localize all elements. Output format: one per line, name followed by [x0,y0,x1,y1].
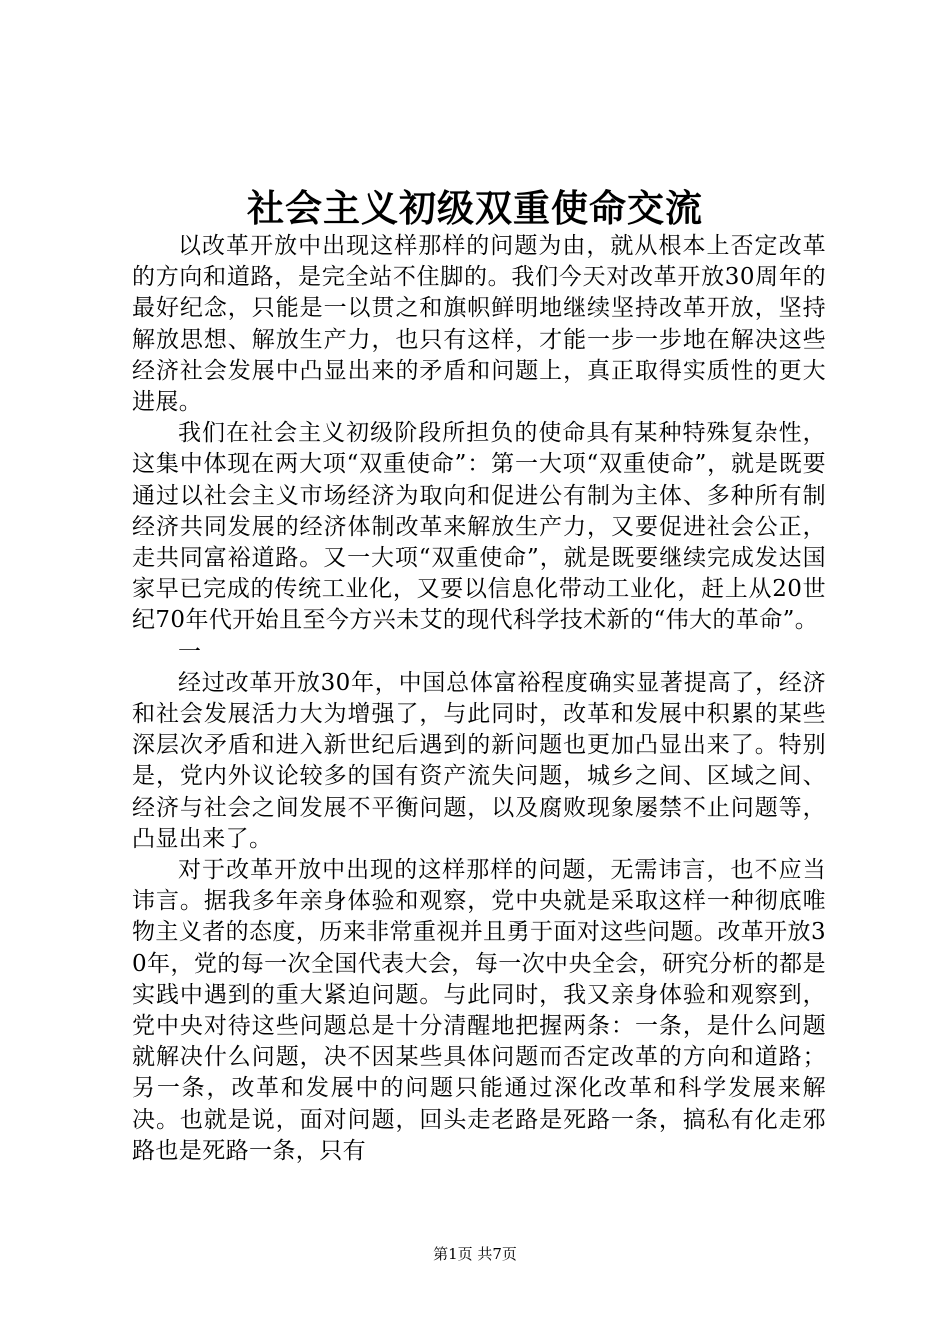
paragraph-3: 经过改革开放30年，中国总体富裕程度确实显著提高了，经济和社会发展活力大为增强了，与此同时，改革和发展中积累的某些深层次矛盾和进入新世纪后遇到的新问题也更加凸显出来了。特别是，党内外议论较多的国有资产流失问题，城乡之间、区域之间、经济与社会之间发展不平衡问题，以及腐败现象屡禁不止问题等，凸显出来了。 [132,669,826,852]
document-title: 社会主义初级双重使命交流 [247,187,703,230]
paragraph-4: 对于改革开放中出现的这样那样的问题，无需讳言，也不应当讳言。据我多年亲身体验和观察，党中央就是采取这样一种彻底唯物主义者的态度，历来非常重视并且勇于面对这些问题。改革开放30年，党的每一次全国代表大会，每一次中央全会，研究分析的都是实践中遇到的重大紧迫问题。与此同时，我又亲身体验和观察到，党中央对待这些问题总是十分清醒地把握两条：一条，是什么问题就解决什么问题，决不因某些具体问题而否定改革的方向和道路；另一条，改革和发展中的问题只能通过深化改革和科学发展来解决。也就是说，面对问题，回头走老路是死路一条，搞私有化走邪路也是死路一条，只有 [132,857,826,1164]
paragraph-2: 我们在社会主义初级阶段所担负的使命具有某种特殊复杂性，这集中体现在两大项“双重使命”：第一大项“双重使命”，就是既要通过以社会主义市场经济为取向和促进公有制为主体、多种所有制经济共同发展的经济体制改革来解放生产力，又要促进社会公正，走共同富裕道路。又一大项“双重使命”，就是既要继续完成发达国家早已完成的传统工业化，又要以信息化带动工业化，赶上从20世纪70年代开始且至今方兴未艾的现代科学技术新的“伟大的革命”。 [132,420,826,634]
section-marker: 一 [178,638,202,665]
document-body [132,231,826,1167]
paragraph-1: 以改革开放中出现这样那样的问题为由，就从根本上否定改革的方向和道路，是完全站不住脚的。我们今天对改革开放30周年的最好纪念，只能是一以贯之和旗帜鲜明地继续坚持改革开放，坚持解放思想、解放生产力，也只有这样，才能一步一步地在解决这些经济社会发展中凸显出来的矛盾和问题上，真正取得实质性的更大进展。 [132,233,826,416]
page-number-footer: 第1页 共7页 [433,1245,517,1263]
